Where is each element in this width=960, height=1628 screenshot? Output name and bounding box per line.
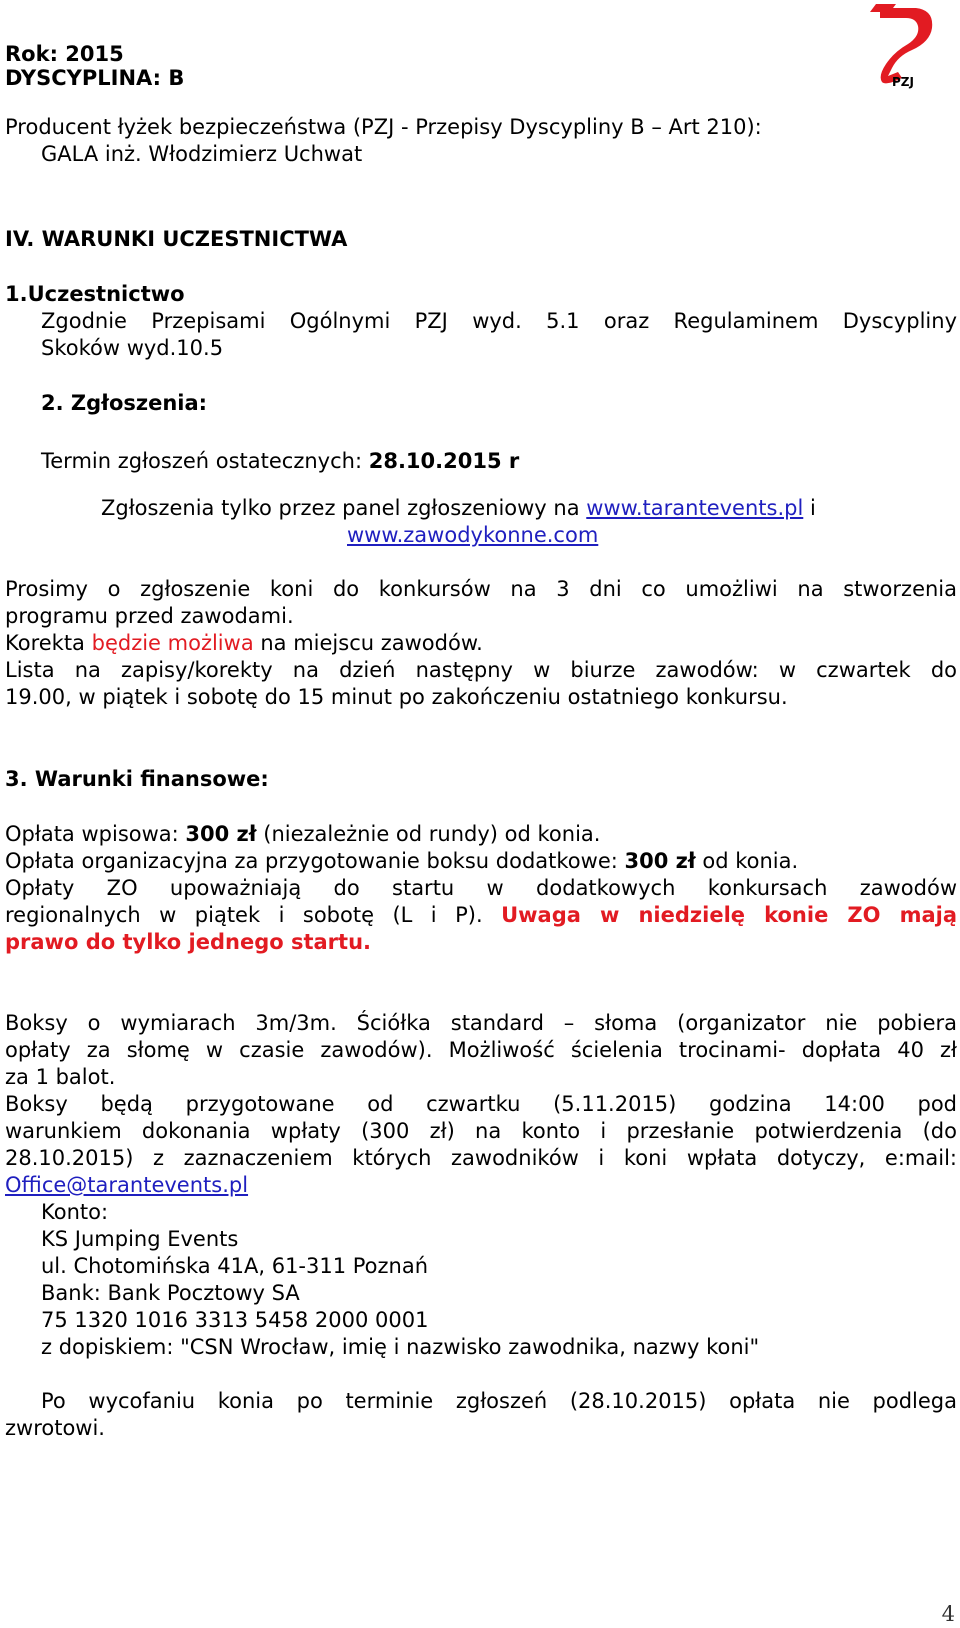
boxes-ready-line3: 28.10.2015) z zaznaczeniem których zawodników i koni wpłata dotyczy, e:mail: [5, 1146, 957, 1170]
zo-warning-a: Uwaga w niedzielę konie ZO mają [501, 903, 957, 927]
finance-heading: 3. Warunki finansowe: [5, 767, 269, 791]
request-line2: programu przed zawodami. [5, 604, 294, 628]
entry-fee-value: 300 zł [185, 822, 257, 846]
box-fee-line [5, 847, 798, 875]
discipline-label: DYSCYPLINA: B [5, 66, 185, 90]
account-name: KS Jumping Events [41, 1227, 239, 1251]
and-text: i [803, 496, 816, 520]
entry-fee-line [5, 820, 600, 848]
list-line2: 19.00, w piątek i sobotę do 15 minut po zakończeniu ostatniego konkursu. [5, 685, 788, 709]
box-fee-value: 300 zł [624, 849, 696, 873]
correction-text-c: na miejscu zawodów. [253, 631, 483, 655]
zawodykonne-line [347, 521, 598, 549]
correction-text-a: Korekta [5, 631, 92, 655]
boxes-ready-line2: warunkiem dokonania wpłaty (300 zł) na konto i przesłanie potwierdzenia (do [5, 1119, 957, 1143]
zo-line2 [5, 901, 957, 929]
deadline-value: 28.10.2015 r [368, 449, 520, 473]
panel-line [101, 494, 816, 522]
zo-line2-text: regionalnych w piątek i sobotę (L i P). [5, 903, 502, 927]
box-fee-note: od konia. [695, 849, 799, 873]
zo-warning-b: prawo do tylko jednego startu. [5, 930, 372, 954]
box-fee-label: Opłata organizacyjna za przygotowanie boksu dodatkowe: [5, 849, 625, 873]
office-email-link[interactable]: Office@tarantevents.pl [5, 1173, 249, 1197]
deadline-label: Termin zgłoszeń ostatecznych: [41, 449, 369, 473]
zo-line1: Opłaty ZO upoważniają do startu w dodatkowych konkursach zawodów [5, 876, 957, 900]
account-address: ul. Chotomińska 41A, 61-311 Poznań [41, 1254, 429, 1278]
account-note: z dopiskiem: "CSN Wrocław, imię i nazwisko zawodnika, nazwy koni" [41, 1335, 760, 1359]
entry-fee-note: (niezależnie od rundy) od konia. [256, 822, 601, 846]
section-title: IV. WARUNKI UCZESTNICTWA [5, 227, 348, 251]
logo-text: PZJ [892, 75, 914, 89]
zawodykonne-link[interactable]: www.zawodykonne.com [347, 523, 599, 547]
participation-heading: 1.Uczestnictwo [5, 282, 185, 306]
correction-line [5, 629, 483, 657]
list-line1: Lista na zapisy/korekty na dzień następny w biurze zawodów: w czwartek do [5, 658, 957, 682]
request-line1: Prosimy o zgłoszenie koni do konkursów na 3 dni co umożliwi na stworzenia [5, 577, 957, 601]
boxes-ready-line1: Boksy będą przygotowane od czwartku (5.11.2015) godzina 14:00 pod [5, 1092, 957, 1116]
producer-name: GALA inż. Włodzimierz Uchwat [41, 142, 363, 166]
tarantevents-link[interactable]: www.tarantevents.pl [586, 496, 804, 520]
boxes-line1: Boksy o wymiarach 3m/3m. Ściółka standard – słoma (organizator nie pobiera [5, 1011, 957, 1035]
pzj-logo [868, 2, 938, 92]
email-line [5, 1171, 248, 1199]
panel-text: Zgłoszenia tylko przez panel zgłoszeniowy na [101, 496, 587, 520]
participation-line1: Zgodnie Przepisami Ogólnymi PZJ wyd. 5.1 oraz Regulaminem Dyscypliny [41, 309, 957, 333]
page-number: 4 [941, 1602, 955, 1626]
participation-line2: Skoków wyd.10.5 [41, 336, 224, 360]
deadline-line [41, 447, 519, 475]
correction-text-red: będzie możliwa [91, 631, 254, 655]
account-bank: Bank: Bank Pocztowy SA [41, 1281, 300, 1305]
registration-heading: 2. Zgłoszenia: [41, 391, 208, 415]
boxes-line2: opłaty za słomę w czasie zawodów). Możliwość ścielenia trocinami- dopłata 40 zł [5, 1038, 957, 1062]
entry-fee-label: Opłata wpisowa: [5, 822, 186, 846]
withdrawal-line1: Po wycofaniu konia po terminie zgłoszeń (28.10.2015) opłata nie podlega [41, 1389, 957, 1413]
account-label: Konto: [41, 1200, 109, 1224]
account-number: 75 1320 1016 3313 5458 2000 0001 [41, 1308, 429, 1332]
withdrawal-line2: zwrotowi. [5, 1416, 105, 1440]
producer-line: Producent łyżek bezpieczeństwa (PZJ - Przepisy Dyscypliny B – Art 210): [5, 115, 762, 139]
year-label: Rok: 2015 [5, 42, 124, 66]
boxes-line3: za 1 balot. [5, 1065, 116, 1089]
